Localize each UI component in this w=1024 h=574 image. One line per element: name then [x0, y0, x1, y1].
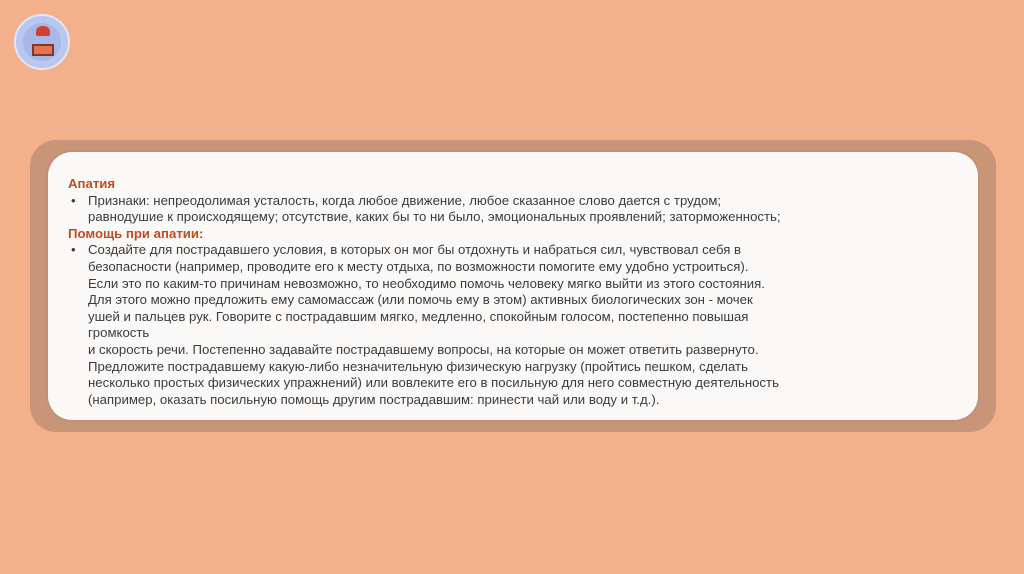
help-bullet: [68, 242, 968, 408]
text-line: Создайте для пострадавшего условия, в которых он мог бы отдохнуть и набраться сил, чувствовал себя в: [88, 242, 742, 258]
bullet-dot: •: [71, 192, 76, 208]
text-line: равнодушие к происходящему; отсутствие, каких бы то ни было, эмоциональных проявлений; заторможенность;: [88, 209, 781, 225]
apathy-heading: Апатия: [68, 176, 116, 191]
text-line: безопасности (например, проводите его к месту отдыха, по возможности помогите ему удобно устроиться).: [88, 258, 749, 274]
text-line: несколько простых физических упражнений) или вовлеките его в посильную для него совместную деятельность: [88, 375, 779, 391]
bullet-dot: •: [71, 242, 76, 258]
text-line: и скорость речи. Постепенно задавайте пострадавшему вопросы, на которые он может ответить развернуто.: [88, 341, 759, 357]
graduation-cap-logo-icon: [14, 14, 70, 70]
slide-text-content: [68, 176, 968, 408]
text-line: Если это по каким-то причинам невозможно, то необходимо помочь человеку мягко выйти из этого состояния.: [88, 275, 765, 291]
help-heading: Помощь при апатии:: [68, 225, 204, 241]
book-shape: [32, 44, 54, 56]
text-line: ушей и пальцев рук. Говорите с пострадавшим мягко, медленно, спокойным голосом, постепенно повышая: [88, 308, 749, 324]
apathy-signs-bullet: [68, 193, 968, 226]
cap-shape: [36, 26, 50, 36]
text-line: (например, оказать посильную помощь другим пострадавшим: принести чай или воду и т.д.).: [88, 391, 660, 407]
text-line: Предложите пострадавшему какую-либо незначительную физическую нагрузку (пройтись пешком, сделать: [88, 358, 748, 374]
text-line: Признаки: непреодолимая усталость, когда любое движение, любое сказанное слово дается с трудом;: [88, 192, 722, 208]
text-line: Для этого можно предложить ему самомассаж (или помочь ему в этом) активных биологических зон - мочек: [88, 292, 753, 308]
text-line: громкость: [88, 325, 150, 341]
